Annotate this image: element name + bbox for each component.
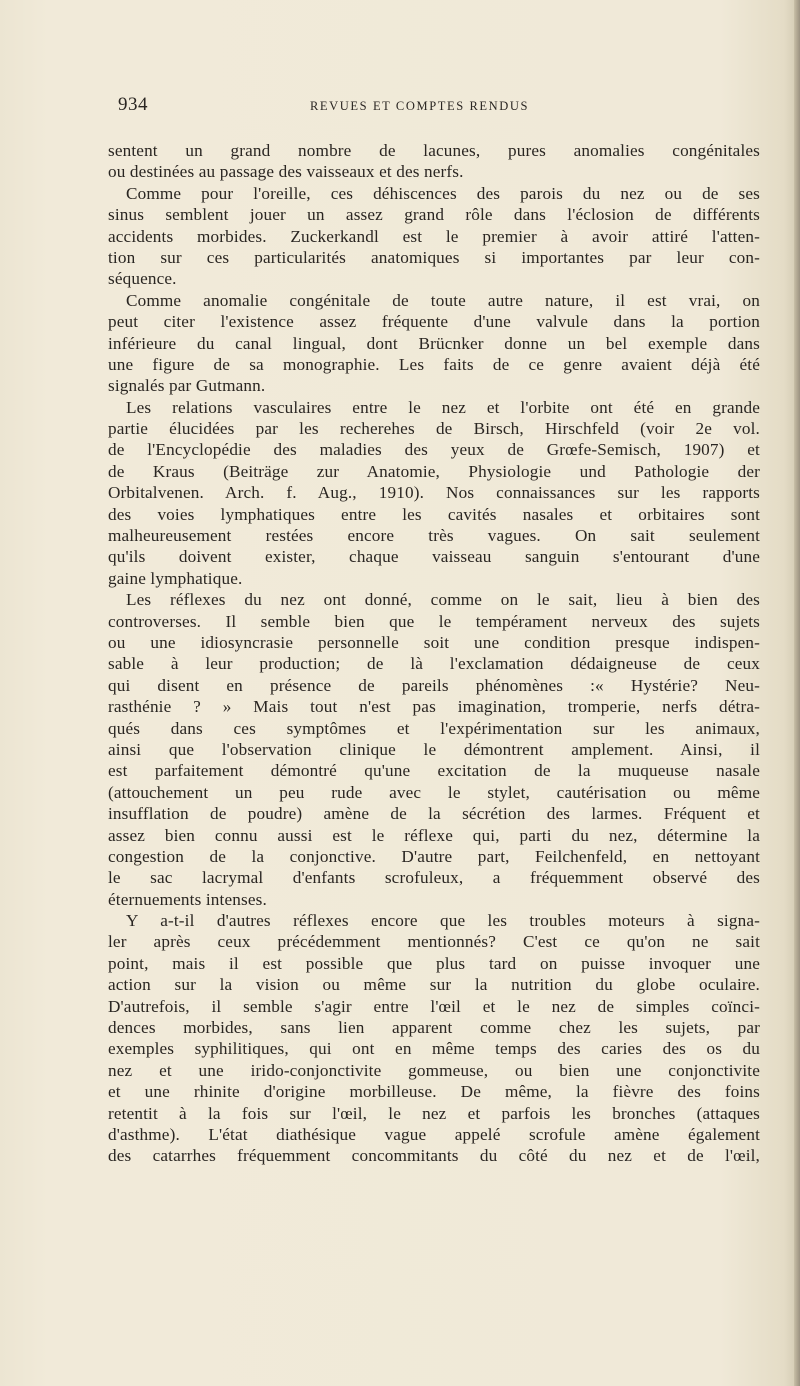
text-line: de Kraus (Beiträge zur Anatomie, Physiologie und Pathologie der <box>108 461 760 481</box>
text-line: Les réflexes du nez ont donné, comme on le sait, lieu à bien des <box>126 590 760 610</box>
text-line: Orbitalvenen. Arch. f. Aug., 1910). Nos connaissances sur les rapports <box>108 483 760 503</box>
text-line: ainsi que l'observation clinique le démontrent amplement. Ainsi, il <box>108 739 760 759</box>
text-line: sinus semblent jouer un assez grand rôle dans l'éclosion de différents <box>108 205 760 225</box>
text-line: D'autrefois, il semble s'agir entre l'œil et le nez de simples coïnci- <box>108 996 760 1016</box>
text-line: qu'ils doivent exister, chaque vaisseau sanguin s'entourant d'une <box>108 547 760 567</box>
text-line: retentit à la fois sur l'œil, le nez et parfois les bronches (attaques <box>108 1103 760 1123</box>
body-text <box>108 140 760 1167</box>
text-line: ou une idiosyncrasie personnelle soit une condition presque indispen- <box>108 632 760 652</box>
page-number: 934 <box>118 94 148 115</box>
text-line: séquence. <box>108 269 177 289</box>
text-line: d'asthme). L'état diathésique vague appelé scrofule amène également <box>108 1124 760 1144</box>
text-line: qués dans ces symptômes et l'expérimentation sur les animaux, <box>108 718 760 738</box>
text-line: point, mais il est possible que plus tard on puisse invoquer une <box>108 953 760 973</box>
text-line: nez et une irido-conjonctivite gommeuse, ou bien une conjonctivite <box>108 1060 760 1080</box>
text-line: éternuements intenses. <box>108 889 267 909</box>
text-line: controverses. Il semble bien que le tempérament nerveux des sujets <box>108 611 760 631</box>
text-line: insufflation de poudre) amène de la sécrétion des larmes. Fréquent et <box>108 804 760 824</box>
text-line: le sac lacrymal d'enfants scrofuleux, a fréquemment observé des <box>108 868 760 888</box>
text-line: action sur la vision ou même sur la nutrition du globe oculaire. <box>108 975 760 995</box>
text-line: une figure de sa monographie. Les faits de ce genre avaient déjà été <box>108 354 760 374</box>
text-line: gaine lymphatique. <box>108 568 243 588</box>
text-line: accidents morbides. Zuckerkandl est le premier à avoir attiré l'atten- <box>108 226 760 246</box>
text-line: qui disent en présence de pareils phénomènes :« Hystérie? Neu- <box>108 675 760 695</box>
page-header <box>118 94 738 124</box>
text-line: congestion de la conjonctive. D'autre part, Feilchenfeld, en nettoyant <box>108 846 760 866</box>
text-line: malheureusement restées encore très vagues. On sait seulement <box>108 526 760 546</box>
text-line: sable à leur production; de là l'exclamation dédaigneuse de ceux <box>108 654 760 674</box>
text-line: Comme anomalie congénitale de toute autre nature, il est vrai, on <box>126 290 760 310</box>
page-edge-shadow <box>794 0 800 1386</box>
text-line: de l'Encyclopédie des maladies des yeux de Grœfe-Semisch, 1907) et <box>108 440 760 460</box>
text-line: Les relations vasculaires entre le nez et l'orbite ont été en grande <box>126 397 760 417</box>
text-line: des voies lymphatiques entre les cavités nasales et orbitaires sont <box>108 504 760 524</box>
text-line: tion sur ces particularités anatomiques si importantes par leur con- <box>108 247 760 267</box>
text-line: Comme pour l'oreille, ces déhiscences des parois du nez ou de ses <box>126 183 760 203</box>
text-line: est parfaitement démontré qu'une excitation de la muqueuse nasale <box>108 761 760 781</box>
text-line: exemples syphilitiques, qui ont en même temps des caries des os du <box>108 1039 760 1059</box>
text-line: sentent un grand nombre de lacunes, pures anomalies congénitales <box>108 141 760 160</box>
text-line: assez bien connu aussi est le réflexe qui, parti du nez, détermine la <box>108 825 760 845</box>
text-line: et une rhinite d'origine morbilleuse. De même, la fièvre des foins <box>108 1082 760 1102</box>
text-line: ou destinées au passage des vaisseaux et des nerfs. <box>108 162 464 182</box>
text-line: signalés par Gutmann. <box>108 376 266 396</box>
text-line: ler après ceux précédemment mentionnés? C'est ce qu'on ne sait <box>108 932 760 952</box>
text-line: rasthénie ? » Mais tout n'est pas imagination, tromperie, nerfs détra- <box>108 697 760 717</box>
text-line: dences morbides, sans lien apparent comme chez les sujets, par <box>108 1018 760 1038</box>
text-line: (attouchement un peu rude avec le stylet, cautérisation ou même <box>108 782 760 802</box>
text-line: partie élucidées par les recherehes de Birsch, Hirschfeld (voir 2e vol. <box>108 419 760 439</box>
text-line: peut citer l'existence assez fréquente d'une valvule dans la portion <box>108 312 760 332</box>
text-line: inférieure du canal lingual, dont Brücnker donne un bel exemple dans <box>108 333 760 353</box>
text-line: des catarrhes fréquemment concommitants du côté du nez et de l'œil, <box>108 1146 760 1166</box>
text-line: Y a-t-il d'autres réflexes encore que les troubles moteurs à signa- <box>126 911 760 931</box>
running-title: REVUES ET COMPTES RENDUS <box>310 99 530 113</box>
